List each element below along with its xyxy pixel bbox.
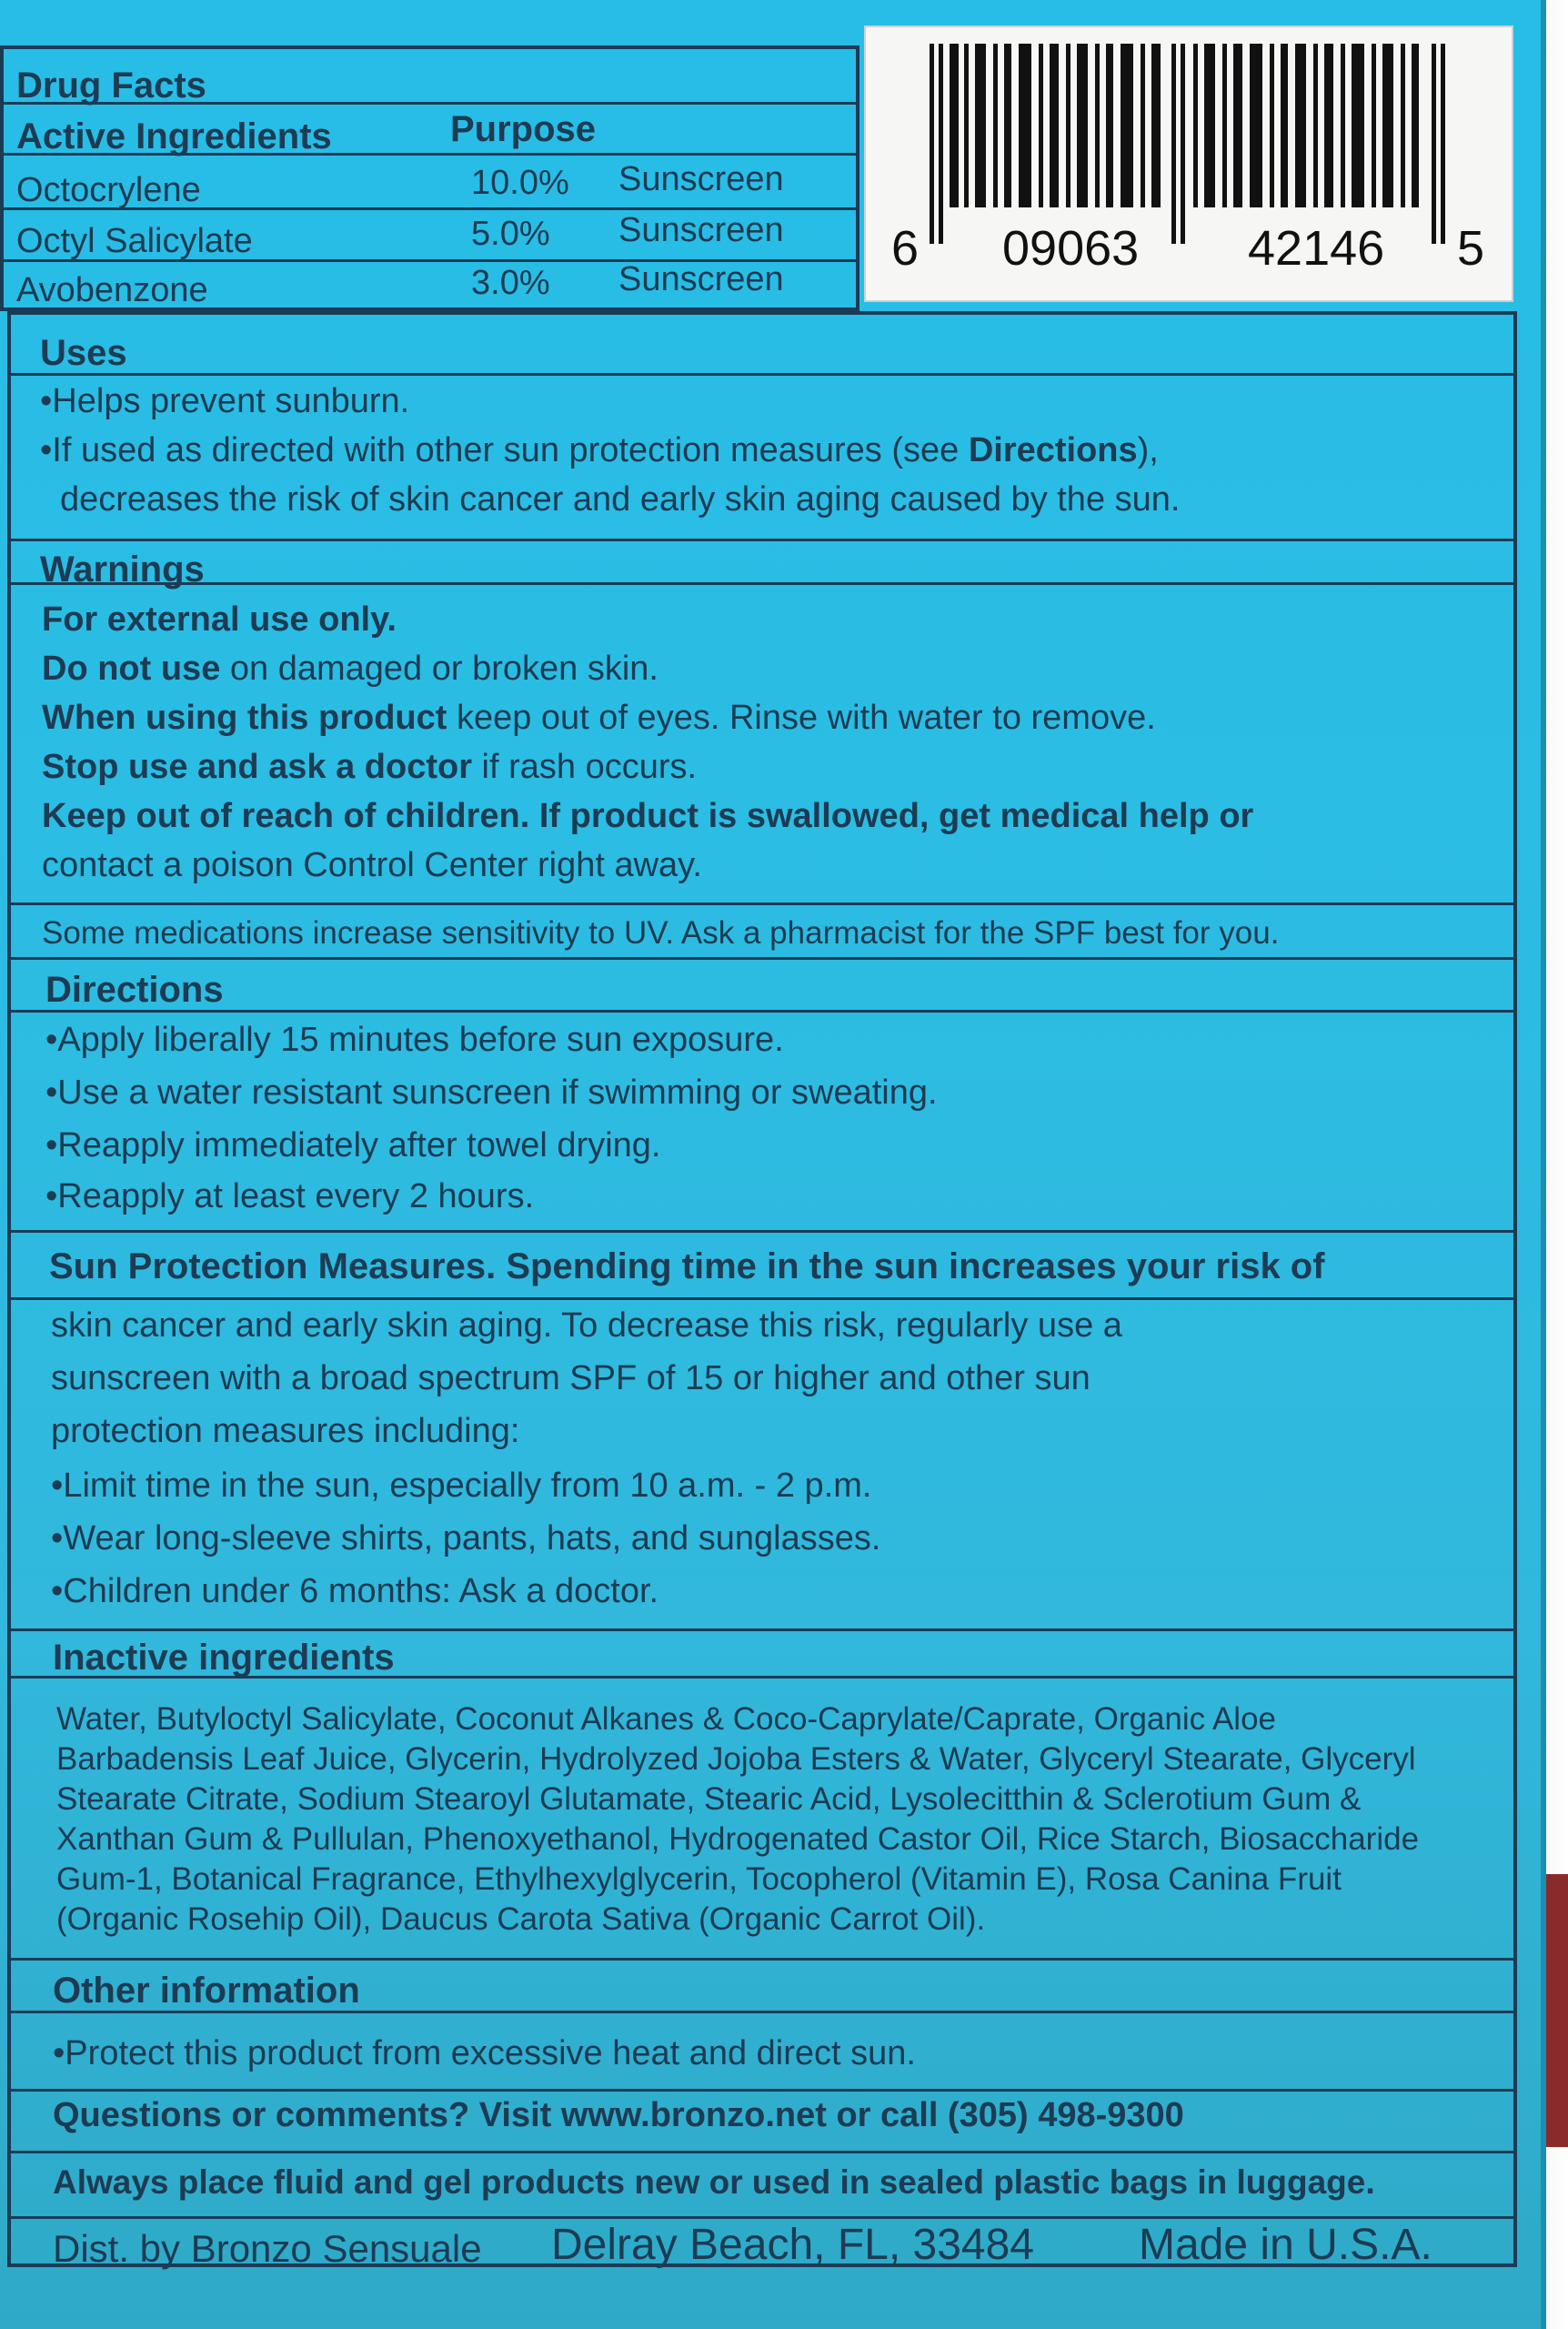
barcode bbox=[864, 25, 1513, 302]
made-in: Made in U.S.A. bbox=[1139, 2221, 1432, 2269]
inactive-line: Stearate Citrate, Sodium Stearoyl Glutamate, Stearic Acid, Lysolecitthin & Sclerotium Gum & bbox=[56, 1781, 1362, 1817]
barcode-group-right: 42146 bbox=[1248, 221, 1385, 276]
ingredient-percent: 5.0% bbox=[471, 215, 550, 253]
sun-protection-line: skin cancer and early skin aging. To decrease this risk, regularly use a bbox=[51, 1306, 1122, 1345]
inactive-line: Xanthan Gum & Pullulan, Phenoxyethanol, Hydrogenated Castor Oil, Rice Starch, Biosaccharide bbox=[56, 1821, 1420, 1857]
inactive-line: (Organic Rosehip Oil), Daucus Carota Sativa (Organic Carrot Oil). bbox=[56, 1901, 986, 1937]
barcode-digit-last: 5 bbox=[1457, 221, 1485, 276]
dist-location: Delray Beach, FL, 33484 bbox=[551, 2221, 1034, 2269]
ingredient-name: Octocrylene bbox=[16, 171, 201, 209]
divider bbox=[9, 1628, 1513, 1631]
divider bbox=[9, 1958, 1513, 1961]
direction-item: •Apply liberally 15 minutes before sun exposure. bbox=[45, 1021, 784, 1059]
active-ingredients-header: Active Ingredients bbox=[16, 116, 332, 156]
background-red-strip bbox=[1546, 1874, 1568, 2147]
sun-protection-item: •Children under 6 months: Ask a doctor. bbox=[51, 1572, 659, 1610]
warning-uv: Some medications increase sensitivity to UV. Ask a pharmacist for the SPF best for you. bbox=[42, 915, 1280, 951]
inactive-title: Inactive ingredients bbox=[53, 1638, 395, 1678]
sun-protection-title: Sun Protection Measures. Spending time in the sun increases your risk of bbox=[49, 1246, 1325, 1286]
uses-title: Uses bbox=[40, 333, 127, 373]
ingredient-percent: 10.0% bbox=[471, 164, 569, 202]
direction-item: •Use a water resistant sunscreen if swimming or sweating. bbox=[45, 1074, 938, 1112]
divider bbox=[9, 2216, 1513, 2219]
warning-keep: Keep out of reach of children. If product is swallowed, get medical help or bbox=[42, 797, 1254, 835]
warning-using: When using this product keep out of eyes. Rinse with water to remove. bbox=[42, 699, 1156, 737]
warning-keep-rest: contact a poison Control Center right away. bbox=[42, 846, 702, 884]
divider bbox=[9, 1010, 1513, 1013]
ingredient-purpose: Sunscreen bbox=[618, 160, 784, 198]
questions-line: Questions or comments? Visit www.bronzo.net or call (305) 498-9300 bbox=[53, 2096, 1184, 2134]
inactive-line: Water, Butyloctyl Salicylate, Coconut Alkanes & Coco-Caprylate/Caprate, Organic Aloe bbox=[56, 1701, 1277, 1737]
barcode-bars bbox=[920, 44, 1466, 244]
inactive-line: Gum-1, Botanical Fragrance, Ethylhexylglycerin, Tocopherol (Vitamin E), Rosa Canina Fruit bbox=[56, 1861, 1342, 1897]
drug-facts-title: Drug Facts bbox=[16, 66, 206, 106]
divider bbox=[9, 373, 1513, 376]
divider bbox=[9, 2089, 1513, 2092]
divider bbox=[9, 582, 1513, 585]
sun-protection-line: protection measures including: bbox=[51, 1412, 520, 1450]
purpose-header: Purpose bbox=[450, 109, 597, 149]
direction-item: •Reapply immediately after towel drying. bbox=[45, 1126, 661, 1164]
barcode-group-left: 09063 bbox=[1002, 221, 1140, 276]
warning-stop: Stop use and ask a doctor if rash occurs. bbox=[42, 748, 698, 786]
divider bbox=[9, 2151, 1513, 2153]
sun-protection-item: •Limit time in the sun, especially from 10 a.m. - 2 p.m. bbox=[51, 1467, 872, 1505]
ingredient-purpose: Sunscreen bbox=[618, 260, 784, 298]
other-info-title: Other information bbox=[53, 1971, 360, 2011]
ingredient-purpose: Sunscreen bbox=[618, 211, 784, 249]
uses-line-1: •Helps prevent sunburn. bbox=[40, 382, 410, 420]
divider bbox=[9, 539, 1513, 541]
sun-protection-line: sunscreen with a broad spectrum SPF of 15 or higher and other sun bbox=[51, 1359, 1091, 1397]
divider bbox=[9, 902, 1513, 905]
inactive-line: Barbadensis Leaf Juice, Glycerin, Hydrolyzed Jojoba Esters & Water, Glyceryl Stearate, Glyceryl bbox=[56, 1741, 1416, 1777]
other-info-item: •Protect this product from excessive heat and direct sun. bbox=[53, 2034, 916, 2072]
divider bbox=[9, 1297, 1513, 1300]
fluid-notice: Always place fluid and gel products new or used in sealed plastic bags in luggage. bbox=[53, 2163, 1375, 2201]
divider bbox=[9, 1230, 1513, 1233]
barcode-digit-first: 6 bbox=[891, 221, 920, 276]
ingredient-name: Avobenzone bbox=[16, 271, 208, 309]
directions-title: Directions bbox=[45, 970, 224, 1010]
sun-protection-item: •Wear long-sleeve shirts, pants, hats, and sunglasses. bbox=[51, 1519, 881, 1558]
uses-line-3: decreases the risk of skin cancer and early skin aging caused by the sun. bbox=[60, 480, 1181, 519]
warning-damaged: Do not use on damaged or broken skin. bbox=[42, 650, 658, 688]
direction-item: •Reapply at least every 2 hours. bbox=[45, 1177, 535, 1215]
ingredient-percent: 3.0% bbox=[471, 264, 550, 302]
warnings-title: Warnings bbox=[40, 549, 205, 590]
warning-external: For external use only. bbox=[42, 600, 397, 639]
uses-line-2: •If used as directed with other sun protection measures (see Directions), bbox=[40, 431, 1159, 469]
ingredient-name: Octyl Salicylate bbox=[16, 222, 253, 260]
divider bbox=[9, 957, 1513, 960]
dist-by: Dist. by Bronzo Sensuale bbox=[53, 2227, 482, 2270]
